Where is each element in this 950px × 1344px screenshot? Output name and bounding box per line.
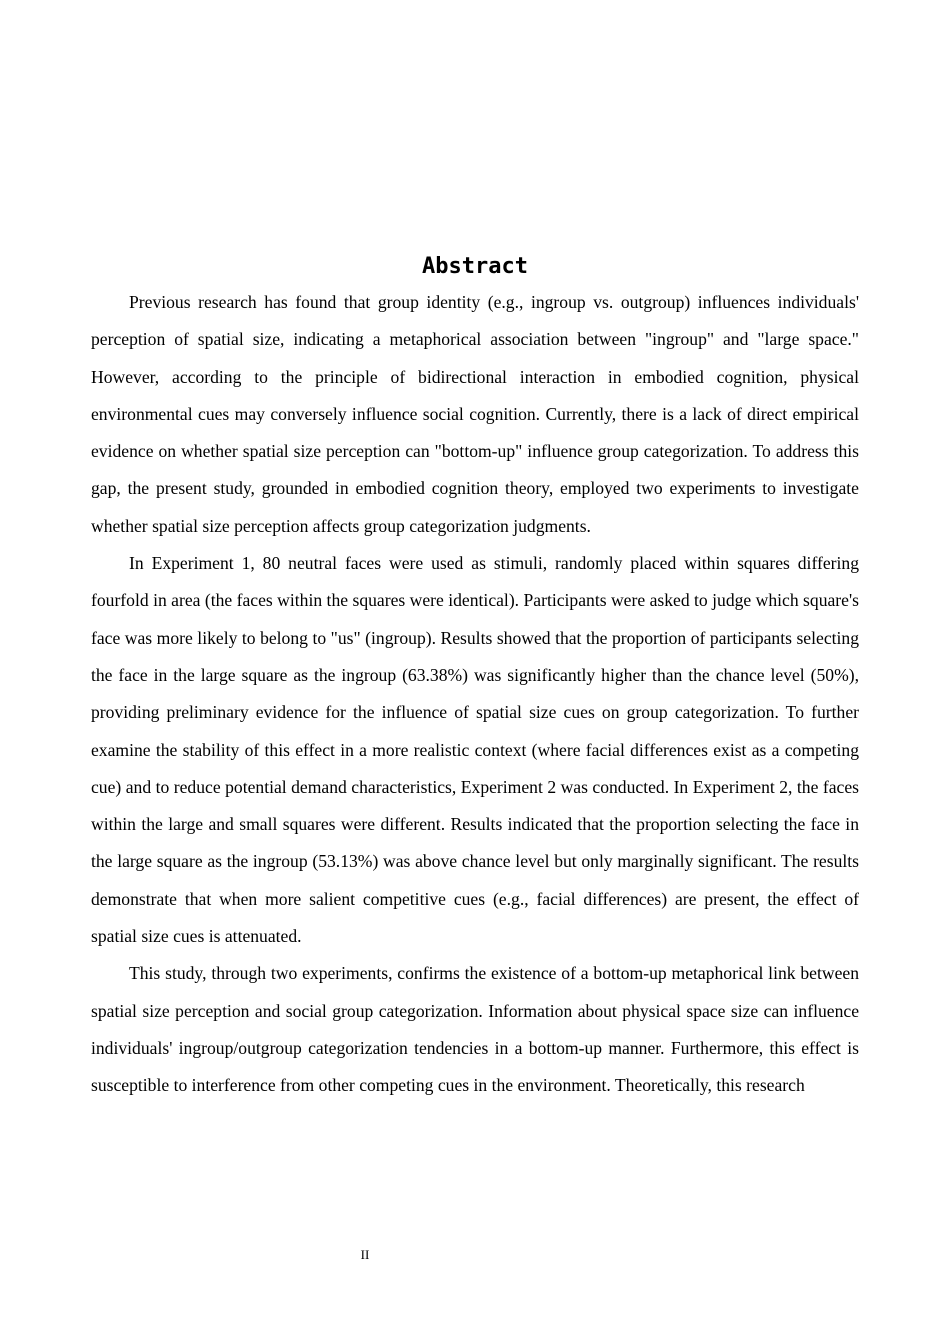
- abstract-paragraph-3: This study, through two experiments, confirms the existence of a bottom-up metaphorical link between spatial size perception and social group categorization. Information about physical space size can influence individuals' ingroup/outgroup categorization tendencies in a bottom-up manner. Furthermore, this effect is susceptible to interference from other competing cues in the environment. Theoretically, this research: [91, 963, 859, 1096]
- abstract-paragraph-2: In Experiment 1, 80 neutral faces were used as stimuli, randomly placed within squares differing fourfold in area (the faces within the squares were identical). Participants were asked to judge which square's face was more likely to belong to "us" (ingroup). Results showed that the proportion of participants selecting the face in the large square as the ingroup (63.38%) was significantly higher than the chance level (50%), providing preliminary evidence for the influence of spatial size cues on group categorization. To further examine the stability of this effect in a more realistic context (where facial differences exist as a competing cue) and to reduce potential demand characteristics, Experiment 2 was conducted. In Experiment 2, the faces within the large and small squares were different. Results indicated that the proportion selecting the face in the large square as the ingroup (53.13%) was above chance level but only marginally significant. The results demonstrate that when more salient competitive cues (e.g., facial differences) are present, the effect of spatial size cues is attenuated.: [91, 553, 859, 947]
- page-number: II: [360, 1247, 370, 1262]
- abstract-title: Abstract: [422, 254, 528, 279]
- abstract-paragraph-1: Previous research has found that group identity (e.g., ingroup vs. outgroup) influences individuals' perception of spatial size, indicating a metaphorical association between "ingroup" and "large space." However, according to the principle of bidirectional interaction in embodied cognition, physical environmental cues may conversely influence social cognition. Currently, there is a lack of direct empirical evidence on whether spatial size perception can "bottom-up" influence group categorization. To address this gap, the present study, grounded in embodied cognition theory, employed two experiments to investigate whether spatial size perception affects group categorization judgments.: [91, 292, 859, 536]
- abstract-body: [91, 284, 859, 1105]
